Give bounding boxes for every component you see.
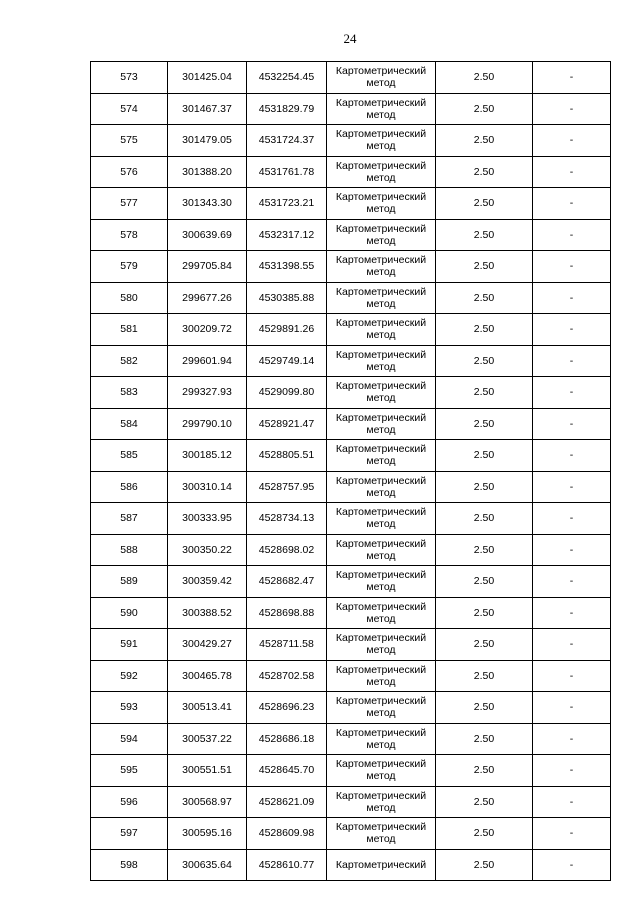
x-coordinate-cell: 300388.52 (168, 597, 247, 629)
point-number-cell: 575 (91, 125, 168, 157)
note-cell: - (533, 440, 611, 472)
accuracy-cell: 2.50 (436, 282, 533, 314)
point-number-cell: 587 (91, 503, 168, 535)
method-cell: Картометрический метод (327, 629, 436, 661)
coordinates-table (90, 61, 611, 881)
method-cell: Картометрический метод (327, 818, 436, 850)
note-cell: - (533, 723, 611, 755)
y-coordinate-cell: 4531829.79 (247, 93, 327, 125)
table-row (91, 849, 611, 881)
table-row (91, 408, 611, 440)
y-coordinate-cell: 4528682.47 (247, 566, 327, 598)
x-coordinate-cell: 300635.64 (168, 849, 247, 881)
x-coordinate-cell: 301479.05 (168, 125, 247, 157)
method-cell: Картометрический метод (327, 440, 436, 472)
x-coordinate-cell: 300429.27 (168, 629, 247, 661)
method-cell: Картометрический метод (327, 534, 436, 566)
y-coordinate-cell: 4528734.13 (247, 503, 327, 535)
point-number-cell: 582 (91, 345, 168, 377)
accuracy-cell: 2.50 (436, 471, 533, 503)
x-coordinate-cell: 301425.04 (168, 62, 247, 94)
note-cell: - (533, 345, 611, 377)
accuracy-cell: 2.50 (436, 440, 533, 472)
accuracy-cell: 2.50 (436, 62, 533, 94)
method-cell: Картометрический метод (327, 345, 436, 377)
x-coordinate-cell: 300333.95 (168, 503, 247, 535)
note-cell: - (533, 408, 611, 440)
table-row (91, 755, 611, 787)
method-cell: Картометрический метод (327, 282, 436, 314)
accuracy-cell: 2.50 (436, 629, 533, 661)
accuracy-cell: 2.50 (436, 660, 533, 692)
accuracy-cell: 2.50 (436, 314, 533, 346)
note-cell: - (533, 786, 611, 818)
y-coordinate-cell: 4528698.02 (247, 534, 327, 566)
method-cell: Картометрический метод (327, 692, 436, 724)
y-coordinate-cell: 4531761.78 (247, 156, 327, 188)
x-coordinate-cell: 300185.12 (168, 440, 247, 472)
accuracy-cell: 2.50 (436, 408, 533, 440)
table-row (91, 471, 611, 503)
x-coordinate-cell: 300595.16 (168, 818, 247, 850)
table-row (91, 660, 611, 692)
method-cell: Картометрический метод (327, 786, 436, 818)
y-coordinate-cell: 4528711.58 (247, 629, 327, 661)
table-row (91, 251, 611, 283)
point-number-cell: 595 (91, 755, 168, 787)
table-row (91, 818, 611, 850)
method-cell: Картометрический метод (327, 660, 436, 692)
point-number-cell: 578 (91, 219, 168, 251)
method-cell: Картометрический метод (327, 408, 436, 440)
table-row (91, 93, 611, 125)
point-number-cell: 579 (91, 251, 168, 283)
x-coordinate-cell: 300350.22 (168, 534, 247, 566)
method-cell: Картометрический метод (327, 723, 436, 755)
page-number: 24 (343, 31, 357, 46)
point-number-cell: 585 (91, 440, 168, 472)
point-number-cell: 573 (91, 62, 168, 94)
note-cell: - (533, 219, 611, 251)
note-cell: - (533, 188, 611, 220)
table-row (91, 723, 611, 755)
table-row (91, 597, 611, 629)
accuracy-cell: 2.50 (436, 849, 533, 881)
x-coordinate-cell: 299327.93 (168, 377, 247, 409)
accuracy-cell: 2.50 (436, 597, 533, 629)
point-number-cell: 581 (91, 314, 168, 346)
method-cell: Картометрический метод (327, 755, 436, 787)
y-coordinate-cell: 4528686.18 (247, 723, 327, 755)
x-coordinate-cell: 299677.26 (168, 282, 247, 314)
x-coordinate-cell: 300513.41 (168, 692, 247, 724)
point-number-cell: 584 (91, 408, 168, 440)
table-row (91, 156, 611, 188)
method-cell: Картометрический (327, 849, 436, 881)
method-cell: Картометрический метод (327, 219, 436, 251)
point-number-cell: 591 (91, 629, 168, 661)
point-number-cell: 586 (91, 471, 168, 503)
point-number-cell: 592 (91, 660, 168, 692)
method-cell: Картометрический метод (327, 597, 436, 629)
table-row (91, 219, 611, 251)
method-cell: Картометрический метод (327, 93, 436, 125)
note-cell: - (533, 251, 611, 283)
y-coordinate-cell: 4530385.88 (247, 282, 327, 314)
point-number-cell: 596 (91, 786, 168, 818)
accuracy-cell: 2.50 (436, 723, 533, 755)
point-number-cell: 583 (91, 377, 168, 409)
point-number-cell: 594 (91, 723, 168, 755)
point-number-cell: 588 (91, 534, 168, 566)
accuracy-cell: 2.50 (436, 503, 533, 535)
x-coordinate-cell: 300639.69 (168, 219, 247, 251)
accuracy-cell: 2.50 (436, 219, 533, 251)
x-coordinate-cell: 300568.97 (168, 786, 247, 818)
y-coordinate-cell: 4528645.70 (247, 755, 327, 787)
note-cell: - (533, 566, 611, 598)
note-cell: - (533, 755, 611, 787)
y-coordinate-cell: 4529749.14 (247, 345, 327, 377)
note-cell: - (533, 125, 611, 157)
point-number-cell: 577 (91, 188, 168, 220)
x-coordinate-cell: 299790.10 (168, 408, 247, 440)
note-cell: - (533, 503, 611, 535)
accuracy-cell: 2.50 (436, 818, 533, 850)
y-coordinate-cell: 4528702.58 (247, 660, 327, 692)
point-number-cell: 598 (91, 849, 168, 881)
table-row (91, 692, 611, 724)
table-row (91, 282, 611, 314)
point-number-cell: 574 (91, 93, 168, 125)
note-cell: - (533, 692, 611, 724)
x-coordinate-cell: 300359.42 (168, 566, 247, 598)
table-row (91, 629, 611, 661)
x-coordinate-cell: 300537.22 (168, 723, 247, 755)
accuracy-cell: 2.50 (436, 692, 533, 724)
note-cell: - (533, 660, 611, 692)
point-number-cell: 593 (91, 692, 168, 724)
y-coordinate-cell: 4528805.51 (247, 440, 327, 472)
note-cell: - (533, 818, 611, 850)
y-coordinate-cell: 4528609.98 (247, 818, 327, 850)
accuracy-cell: 2.50 (436, 188, 533, 220)
y-coordinate-cell: 4528698.88 (247, 597, 327, 629)
method-cell: Картометрический метод (327, 377, 436, 409)
y-coordinate-cell: 4531398.55 (247, 251, 327, 283)
point-number-cell: 576 (91, 156, 168, 188)
accuracy-cell: 2.50 (436, 534, 533, 566)
method-cell: Картометрический метод (327, 188, 436, 220)
note-cell: - (533, 597, 611, 629)
accuracy-cell: 2.50 (436, 125, 533, 157)
y-coordinate-cell: 4532317.12 (247, 219, 327, 251)
point-number-cell: 580 (91, 282, 168, 314)
x-coordinate-cell: 300465.78 (168, 660, 247, 692)
point-number-cell: 597 (91, 818, 168, 850)
table-row (91, 62, 611, 94)
table-row (91, 188, 611, 220)
method-cell: Картометрический метод (327, 156, 436, 188)
x-coordinate-cell: 301388.20 (168, 156, 247, 188)
table-row (91, 786, 611, 818)
accuracy-cell: 2.50 (436, 786, 533, 818)
y-coordinate-cell: 4528921.47 (247, 408, 327, 440)
y-coordinate-cell: 4528696.23 (247, 692, 327, 724)
accuracy-cell: 2.50 (436, 93, 533, 125)
note-cell: - (533, 314, 611, 346)
point-number-cell: 590 (91, 597, 168, 629)
x-coordinate-cell: 301343.30 (168, 188, 247, 220)
method-cell: Картометрический метод (327, 566, 436, 598)
y-coordinate-cell: 4528621.09 (247, 786, 327, 818)
x-coordinate-cell: 300310.14 (168, 471, 247, 503)
table-row (91, 377, 611, 409)
note-cell: - (533, 629, 611, 661)
note-cell: - (533, 282, 611, 314)
note-cell: - (533, 471, 611, 503)
x-coordinate-cell: 299601.94 (168, 345, 247, 377)
accuracy-cell: 2.50 (436, 566, 533, 598)
note-cell: - (533, 377, 611, 409)
x-coordinate-cell: 299705.84 (168, 251, 247, 283)
table-row (91, 125, 611, 157)
accuracy-cell: 2.50 (436, 345, 533, 377)
y-coordinate-cell: 4528757.95 (247, 471, 327, 503)
method-cell: Картометрический метод (327, 503, 436, 535)
y-coordinate-cell: 4528610.77 (247, 849, 327, 881)
y-coordinate-cell: 4529099.80 (247, 377, 327, 409)
method-cell: Картометрический метод (327, 314, 436, 346)
table-row (91, 314, 611, 346)
note-cell: - (533, 534, 611, 566)
x-coordinate-cell: 300551.51 (168, 755, 247, 787)
y-coordinate-cell: 4532254.45 (247, 62, 327, 94)
note-cell: - (533, 849, 611, 881)
y-coordinate-cell: 4531723.21 (247, 188, 327, 220)
table-row (91, 534, 611, 566)
table-row (91, 566, 611, 598)
x-coordinate-cell: 301467.37 (168, 93, 247, 125)
y-coordinate-cell: 4531724.37 (247, 125, 327, 157)
method-cell: Картометрический метод (327, 125, 436, 157)
note-cell: - (533, 93, 611, 125)
table-row (91, 503, 611, 535)
method-cell: Картометрический метод (327, 62, 436, 94)
note-cell: - (533, 62, 611, 94)
note-cell: - (533, 156, 611, 188)
accuracy-cell: 2.50 (436, 377, 533, 409)
table-row (91, 440, 611, 472)
method-cell: Картометрический метод (327, 251, 436, 283)
accuracy-cell: 2.50 (436, 251, 533, 283)
accuracy-cell: 2.50 (436, 156, 533, 188)
table-row (91, 345, 611, 377)
point-number-cell: 589 (91, 566, 168, 598)
method-cell: Картометрический метод (327, 471, 436, 503)
coordinates-table-body (91, 62, 611, 881)
y-coordinate-cell: 4529891.26 (247, 314, 327, 346)
x-coordinate-cell: 300209.72 (168, 314, 247, 346)
accuracy-cell: 2.50 (436, 755, 533, 787)
